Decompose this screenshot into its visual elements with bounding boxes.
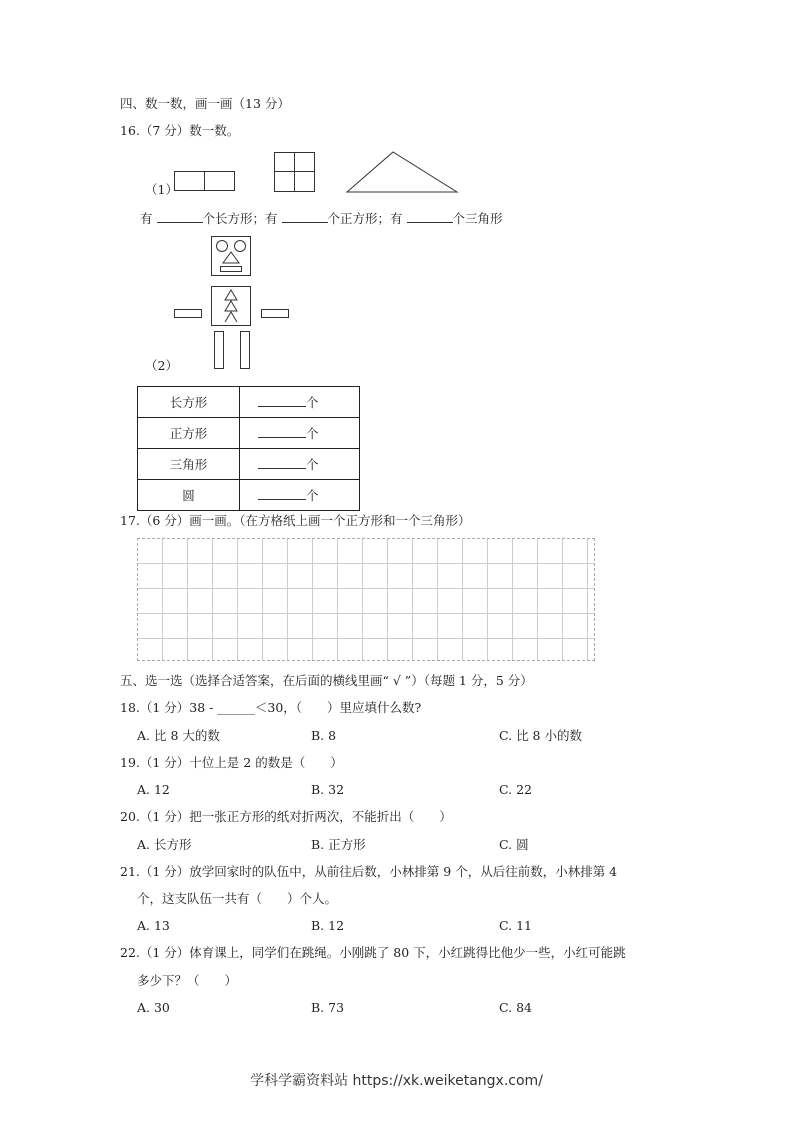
triangle-figure <box>345 150 460 194</box>
option-a[interactable]: A. 13 <box>137 918 170 933</box>
footer-watermark: 学科学霸资料站 https://xk.weiketangx.com/ <box>250 1073 543 1089</box>
option-b[interactable]: B. 12 <box>311 918 345 933</box>
question-22: 22.（1 分）体育课上，同学们在跳绳。小刚跳了 80 下，小红跳得比他少一些，小红可能跳 <box>120 945 626 960</box>
answer-line-1 <box>140 210 503 226</box>
robot-left-arm <box>174 309 202 318</box>
text-triangle: 个三角形 <box>452 211 503 226</box>
question-20: 20.（1 分）把一张正方形的纸对折两次，不能折出（ ） <box>120 809 452 824</box>
question-16-title: 16.（7 分）数一数。 <box>120 123 240 138</box>
table-row <box>138 480 360 511</box>
option-a[interactable]: A. 12 <box>137 782 170 797</box>
row-value[interactable]: 个 <box>240 387 360 418</box>
row-label: 三角形 <box>138 449 240 480</box>
shape-count-table <box>137 386 360 511</box>
section-4-title: 四、数一数，画一画（13 分） <box>120 96 290 111</box>
row-value[interactable]: 个 <box>240 418 360 449</box>
robot-right-arm <box>261 309 289 318</box>
robot-body-triangles <box>221 289 241 325</box>
option-b[interactable]: B. 8 <box>311 728 337 743</box>
option-b[interactable]: B. 73 <box>311 1000 345 1015</box>
option-c[interactable]: C. 比 8 小的数 <box>499 728 582 743</box>
option-a[interactable]: A. 长方形 <box>137 837 192 852</box>
rectangle-count-blank[interactable] <box>157 210 203 223</box>
triangle-count-blank[interactable] <box>407 210 453 223</box>
option-b[interactable]: B. 32 <box>311 782 345 797</box>
option-a[interactable]: A. 30 <box>137 1000 170 1015</box>
robot-left-leg <box>214 331 224 369</box>
question-18: 18.（1 分）38 - ______＜30，（ ）里应填什么数? <box>120 700 422 715</box>
text-you: 有 <box>140 211 153 226</box>
question-19: 19.（1 分）十位上是 2 的数是（ ） <box>120 755 343 770</box>
part-1-label: （1） <box>145 182 178 197</box>
section-5-title: 五、选一选（选择合适答案，在后面的横线里画“ √ ”）（每题 1 分，5 分） <box>120 673 533 688</box>
option-c[interactable]: C. 11 <box>499 918 532 933</box>
part-2-label: （2） <box>145 358 178 373</box>
table-row <box>138 449 360 480</box>
option-c[interactable]: C. 圆 <box>499 837 529 852</box>
row-value[interactable]: 个 <box>240 480 360 511</box>
question-17-title: 17.（6 分）画一画。（在方格纸上画一个正方形和一个三角形） <box>120 513 471 528</box>
robot-nose <box>222 251 240 265</box>
text-rect: 个长方形；有 <box>202 211 278 226</box>
question-22-cont: 多少下？（ ） <box>137 973 238 988</box>
robot-mouth <box>220 266 242 272</box>
row-label: 圆 <box>138 480 240 511</box>
question-21: 21.（1 分）放学回家时的队伍中，从前往后数，小林排第 9 个，从后往前数，小林排第 4 <box>120 864 618 879</box>
option-a[interactable]: A. 比 8 大的数 <box>137 728 220 743</box>
option-b[interactable]: B. 正方形 <box>311 837 366 852</box>
option-c[interactable]: C. 84 <box>499 1000 532 1015</box>
table-row <box>138 387 360 418</box>
row-value[interactable]: 个 <box>240 449 360 480</box>
table-row <box>138 418 360 449</box>
text-square: 个正方形；有 <box>327 211 403 226</box>
option-c[interactable]: C. 22 <box>499 782 532 797</box>
question-21-cont: 个，这支队伍一共有（ ）个人。 <box>137 891 338 906</box>
row-label: 长方形 <box>138 387 240 418</box>
square-count-blank[interactable] <box>282 210 328 223</box>
robot-right-leg <box>240 331 250 369</box>
row-label: 正方形 <box>138 418 240 449</box>
drawing-grid[interactable] <box>137 538 595 661</box>
